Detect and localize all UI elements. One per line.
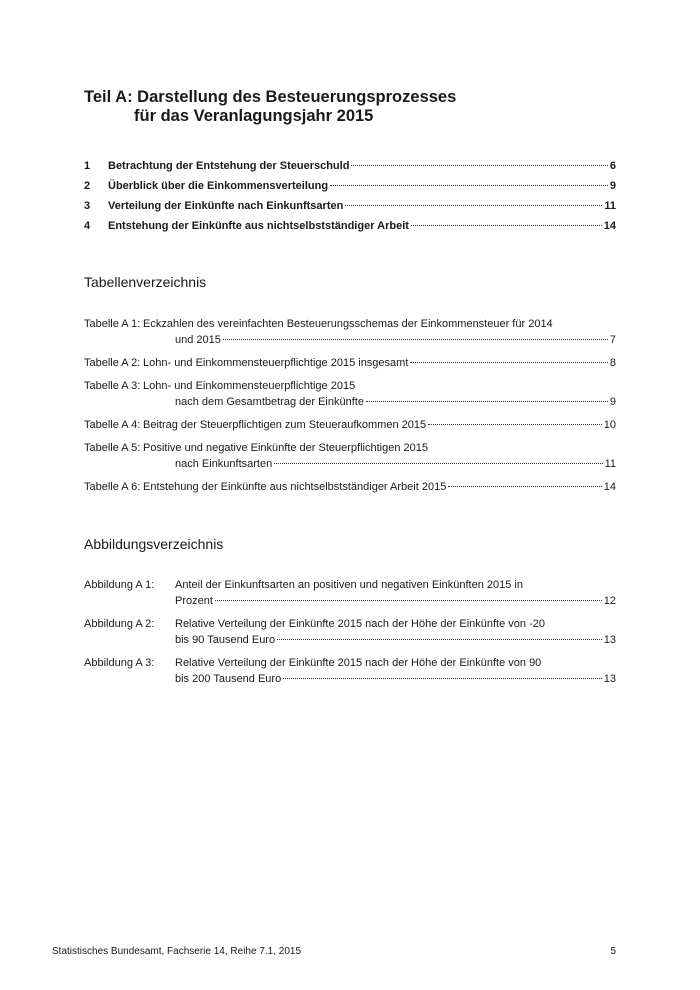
toc-page: 14 <box>603 220 616 232</box>
figures-heading: Abbildungsverzeichnis <box>84 536 224 552</box>
dot-leader <box>411 225 602 226</box>
tables-list <box>84 318 616 504</box>
entry-page: 7 <box>609 334 616 346</box>
entry-label: Abbildung A 1: <box>84 579 155 591</box>
list-item[interactable] <box>84 579 616 611</box>
entry-page: 9 <box>609 396 616 408</box>
toc-title[interactable]: Überblick über die Einkommensverteilung <box>108 180 329 192</box>
entry-text-cont[interactable]: bis 90 Tausend Euro <box>175 634 276 646</box>
entry-page: 13 <box>603 634 616 646</box>
toc-title[interactable]: Entstehung der Einkünfte aus nichtselbstständiger Arbeit <box>108 220 409 232</box>
dot-leader <box>366 401 608 402</box>
list-item[interactable] <box>84 657 616 689</box>
footer-source: Statistisches Bundesamt, Fachserie 14, Reihe 7.1, 2015 <box>52 946 302 957</box>
entry-page: 10 <box>603 419 616 431</box>
toc-entry[interactable] <box>84 160 616 180</box>
list-item[interactable] <box>84 380 616 412</box>
toc-page: 11 <box>604 200 616 212</box>
toc-number: 2 <box>84 180 91 192</box>
dot-leader <box>351 165 607 166</box>
toc-page: 9 <box>609 180 616 192</box>
title-line-1: Teil A: Darstellung des Besteuerungsprozesses <box>84 88 457 106</box>
toc-entry[interactable] <box>84 180 616 200</box>
entry-text-cont[interactable]: Prozent <box>175 595 213 607</box>
entry-text-cont[interactable]: bis 200 Tausend Euro <box>175 673 282 685</box>
dot-leader <box>223 339 608 340</box>
footer-page-number: 5 <box>610 946 616 957</box>
table-of-contents <box>84 160 616 240</box>
entry-text[interactable]: Relative Verteilung der Einkünfte 2015 nach der Höhe der Einkünfte von -20 <box>175 618 545 630</box>
entry-text-cont[interactable]: nach dem Gesamtbetrag der Einkünfte <box>175 396 364 408</box>
toc-number: 4 <box>84 220 91 232</box>
entry-label: Abbildung A 2: <box>84 618 155 630</box>
entry-text[interactable]: Beitrag der Steuerpflichtigen zum Steueraufkommen 2015 <box>143 419 427 431</box>
dot-leader <box>215 600 602 601</box>
page-title <box>84 88 456 126</box>
title-line-2: für das Veranlagungsjahr 2015 <box>134 107 374 125</box>
list-item[interactable] <box>84 318 616 350</box>
toc-page: 6 <box>609 160 616 172</box>
entry-text[interactable]: Anteil der Einkunftsarten an positiven und negativen Einkünften 2015 in <box>175 579 523 591</box>
dot-leader <box>330 185 608 186</box>
page-footer <box>52 946 616 957</box>
entry-page: 14 <box>603 481 616 493</box>
toc-number: 3 <box>84 200 91 212</box>
entry-label: Tabelle A 2: <box>84 357 141 369</box>
toc-number: 1 <box>84 160 91 172</box>
entry-label: Tabelle A 4: <box>84 419 141 431</box>
entry-text-cont[interactable]: und 2015 <box>175 334 221 346</box>
dot-leader <box>410 362 607 363</box>
entry-text[interactable]: Relative Verteilung der Einkünfte 2015 nach der Höhe der Einkünfte von 90 <box>175 657 542 669</box>
entry-page: 11 <box>604 458 616 470</box>
entry-text[interactable]: Entstehung der Einkünfte aus nichtselbstständiger Arbeit 2015 <box>143 481 447 493</box>
list-item[interactable] <box>84 481 616 497</box>
dot-leader <box>283 678 602 679</box>
toc-entry[interactable] <box>84 220 616 240</box>
tables-heading: Tabellenverzeichnis <box>84 274 207 290</box>
toc-title[interactable]: Betrachtung der Entstehung der Steuerschuld <box>108 160 350 172</box>
dot-leader <box>345 205 602 206</box>
entry-text[interactable]: Lohn- und Einkommensteuerpflichtige 2015 insgesamt <box>143 357 409 369</box>
figures-list <box>84 579 616 696</box>
list-item[interactable] <box>84 442 616 474</box>
entry-page: 13 <box>603 673 616 685</box>
dot-leader <box>428 424 602 425</box>
list-item[interactable] <box>84 618 616 650</box>
entry-text[interactable]: Eckzahlen des vereinfachten Besteuerungsschemas der Einkommensteuer für 2014 <box>143 318 553 330</box>
entry-label: Tabelle A 6: <box>84 481 141 493</box>
entry-label: Tabelle A 3: <box>84 380 141 392</box>
dot-leader <box>274 463 602 464</box>
entry-text-cont[interactable]: nach Einkunftsarten <box>175 458 273 470</box>
toc-entry[interactable] <box>84 200 616 220</box>
entry-text[interactable]: Positive und negative Einkünfte der Steuerpflichtigen 2015 <box>143 442 428 454</box>
dot-leader <box>277 639 602 640</box>
list-item[interactable] <box>84 357 616 373</box>
dot-leader <box>448 486 601 487</box>
entry-label: Tabelle A 1: <box>84 318 141 330</box>
list-item[interactable] <box>84 419 616 435</box>
toc-title[interactable]: Verteilung der Einkünfte nach Einkunftsarten <box>108 200 344 212</box>
entry-page: 12 <box>603 595 616 607</box>
entry-label: Tabelle A 5: <box>84 442 141 454</box>
entry-label: Abbildung A 3: <box>84 657 155 669</box>
entry-page: 8 <box>609 357 616 369</box>
entry-text[interactable]: Lohn- und Einkommensteuerpflichtige 2015 <box>143 380 356 392</box>
